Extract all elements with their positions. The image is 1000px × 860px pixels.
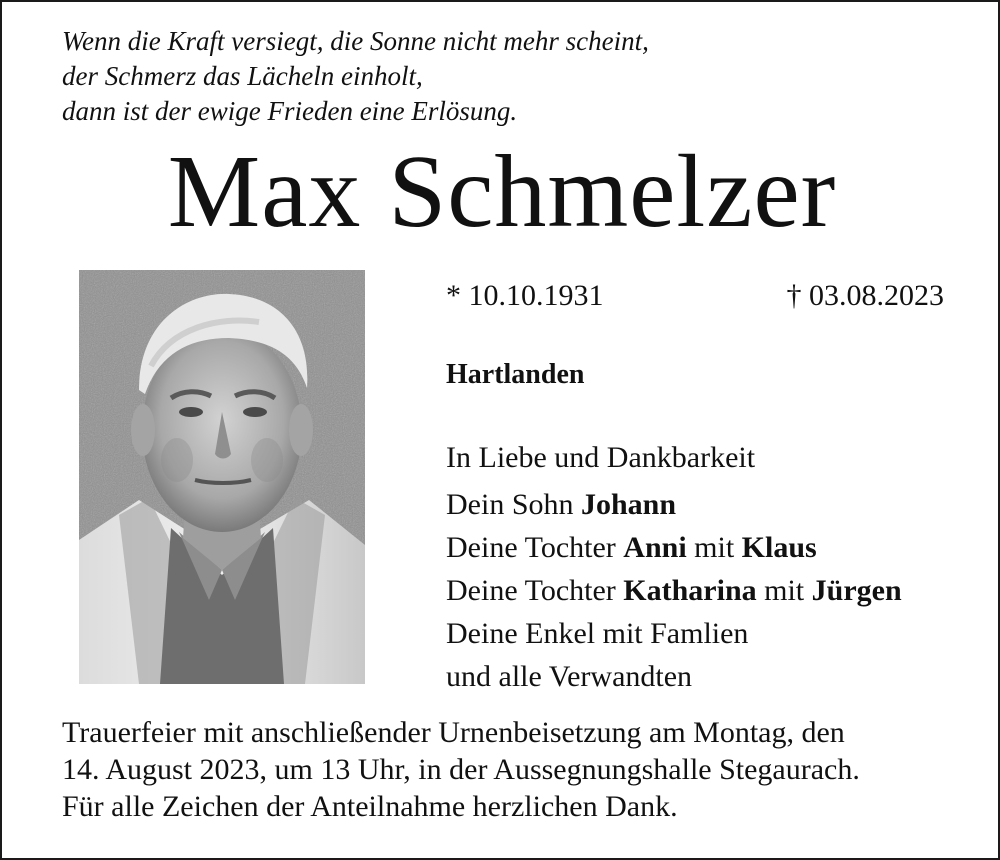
- mourner-line-daughter-1: [446, 526, 902, 569]
- relation-label: Deine Tochter: [446, 531, 624, 564]
- poem-line: der Schmerz das Lächeln einholt,: [62, 61, 423, 91]
- mourners-list: [446, 436, 902, 698]
- connector-text: mit: [686, 531, 742, 564]
- mourner-name: Jürgen: [811, 574, 902, 607]
- poem-line: dann ist der ewige Frieden eine Erlösung.: [62, 96, 518, 126]
- mourners-intro: In Liebe und Dankbarkeit: [446, 441, 756, 474]
- place-of-residence: Hartlanden: [446, 359, 585, 390]
- mourner-name: Klaus: [741, 531, 817, 564]
- relation-label: Dein Sohn: [446, 488, 581, 521]
- deceased-name: Max Schmelzer: [167, 134, 837, 249]
- poem: [62, 24, 649, 129]
- death-date: † 03.08.2023: [786, 279, 944, 312]
- poem-line: Wenn die Kraft versiegt, die Sonne nicht mehr scheint,: [62, 26, 649, 56]
- mourner-line-relatives: und alle Verwandten: [446, 660, 693, 693]
- birth-date: * 10.10.1931: [446, 279, 604, 312]
- funeral-details: [62, 714, 860, 825]
- mourner-name: Anni: [623, 531, 687, 564]
- mourner-name: Katharina: [623, 574, 757, 607]
- portrait-illustration: [79, 270, 365, 684]
- mourner-line-grandchildren: Deine Enkel mit Famlien: [446, 617, 749, 650]
- portrait-photo: [79, 270, 365, 684]
- relation-label: Deine Tochter: [446, 574, 624, 607]
- mourner-line-son: [446, 483, 902, 526]
- funeral-line: 14. August 2023, um 13 Uhr, in der Aussegnungshalle Stegaurach.: [62, 753, 860, 786]
- mourner-line-daughter-2: [446, 569, 902, 612]
- connector-text: mit: [756, 574, 812, 607]
- mourner-name: Johann: [581, 488, 677, 521]
- funeral-line: Trauerfeier mit anschließender Urnenbeisetzung am Montag, den: [62, 716, 845, 749]
- thanks-line: Für alle Zeichen der Anteilnahme herzlichen Dank.: [62, 790, 678, 823]
